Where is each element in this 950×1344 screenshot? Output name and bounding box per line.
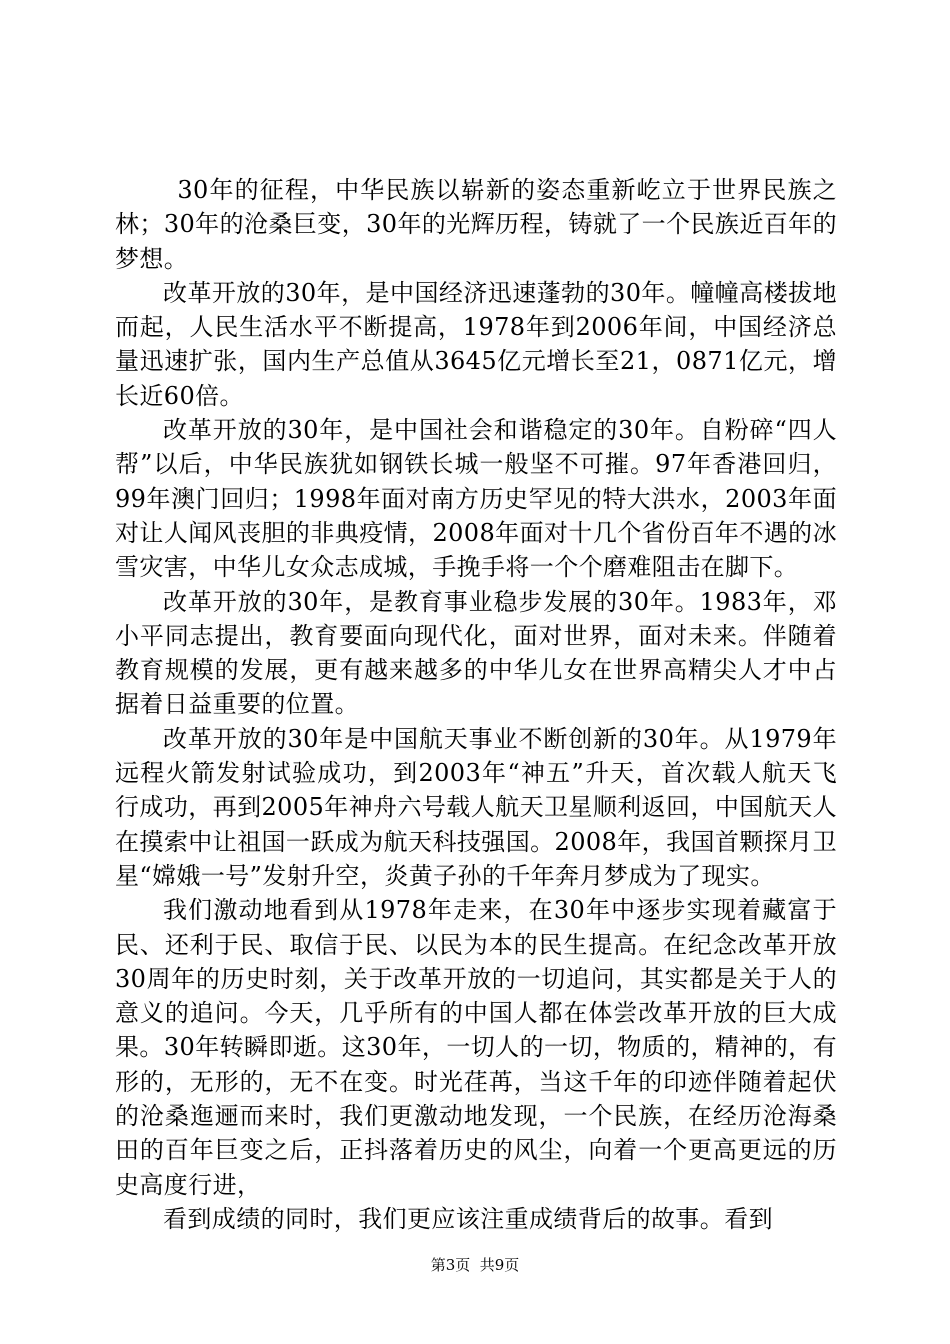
paragraph-3: 改革开放的30年，是中国社会和谐稳定的30年。自粉碎“四人帮”以后，中华民族犹如钢铁长城一般坚不可摧。97年香港回归，99年澳门回归；1998年面对南方历史罕见的特大洪水，2003年面对让人闻风丧胆的非典疫情，2008年面对十几个省份百年不遇的冰雪灾害，中华儿女众志成城，手挽手将一个个磨难阻击在脚下。 bbox=[115, 416, 837, 582]
page-number-label: 第3页 共9页 bbox=[430, 1256, 520, 1274]
page-footer bbox=[0, 1255, 950, 1275]
paragraph-5: 改革开放的30年是中国航天事业不断创新的30年。从1979年远程火箭发射试验成功，到2003年“神五”升天，首次载人航天飞行成功，再到2005年神舟六号载人航天卫星顺利返回，中国航天人在摸索中让祖国一跃成为航天科技强国。2008年，我国首颗探月卫星“嫦娥一号”发射升空，炎黄子孙的千年奔月梦成为了现实。 bbox=[115, 724, 837, 890]
paragraph-4: 改革开放的30年，是教育事业稳步发展的30年。1983年，邓小平同志提出，教育要面向现代化，面对世界，面对未来。伴随着教育规模的发展，更有越来越多的中华儿女在世界高精尖人才中占据着日益重要的位置。 bbox=[115, 587, 837, 719]
paragraph-2: 改革开放的30年，是中国经济迅速蓬勃的30年。幢幢高楼拔地而起，人民生活水平不断提高，1978年到2006年间，中国经济总量迅速扩张，国内生产总值从3645亿元增长至21，0871亿元，增长近60倍。 bbox=[115, 278, 837, 410]
paragraph-1: 30年的征程，中华民族以崭新的姿态重新屹立于世界民族之林；30年的沧桑巨变，30年的光辉历程，铸就了一个民族近百年的梦想。 bbox=[115, 176, 837, 273]
body-text bbox=[115, 173, 837, 1236]
paragraph-7: 看到成绩的同时，我们更应该注重成绩背后的故事。看到 bbox=[163, 1204, 773, 1233]
paragraph-6: 我们激动地看到从1978年走来，在30年中逐步实现着藏富于民、还利于民、取信于民、以民为本的民生提高。在纪念改革开放30周年的历史时刻，关于改革开放的一切追问，其实都是关于人的意义的追问。今天，几乎所有的中国人都在体尝改革开放的巨大成果。30年转瞬即逝。这30年，一切人的一切，物质的，精神的，有形的，无形的，无不在变。时光荏苒，当这千年的印迹伴随着起伏的沧桑迤逦而来时，我们更激动地发现，一个民族，在经历沧海桑田的百年巨变之后，正抖落着历史的风尘，向着一个更高更远的历史高度行进， bbox=[115, 896, 837, 1199]
